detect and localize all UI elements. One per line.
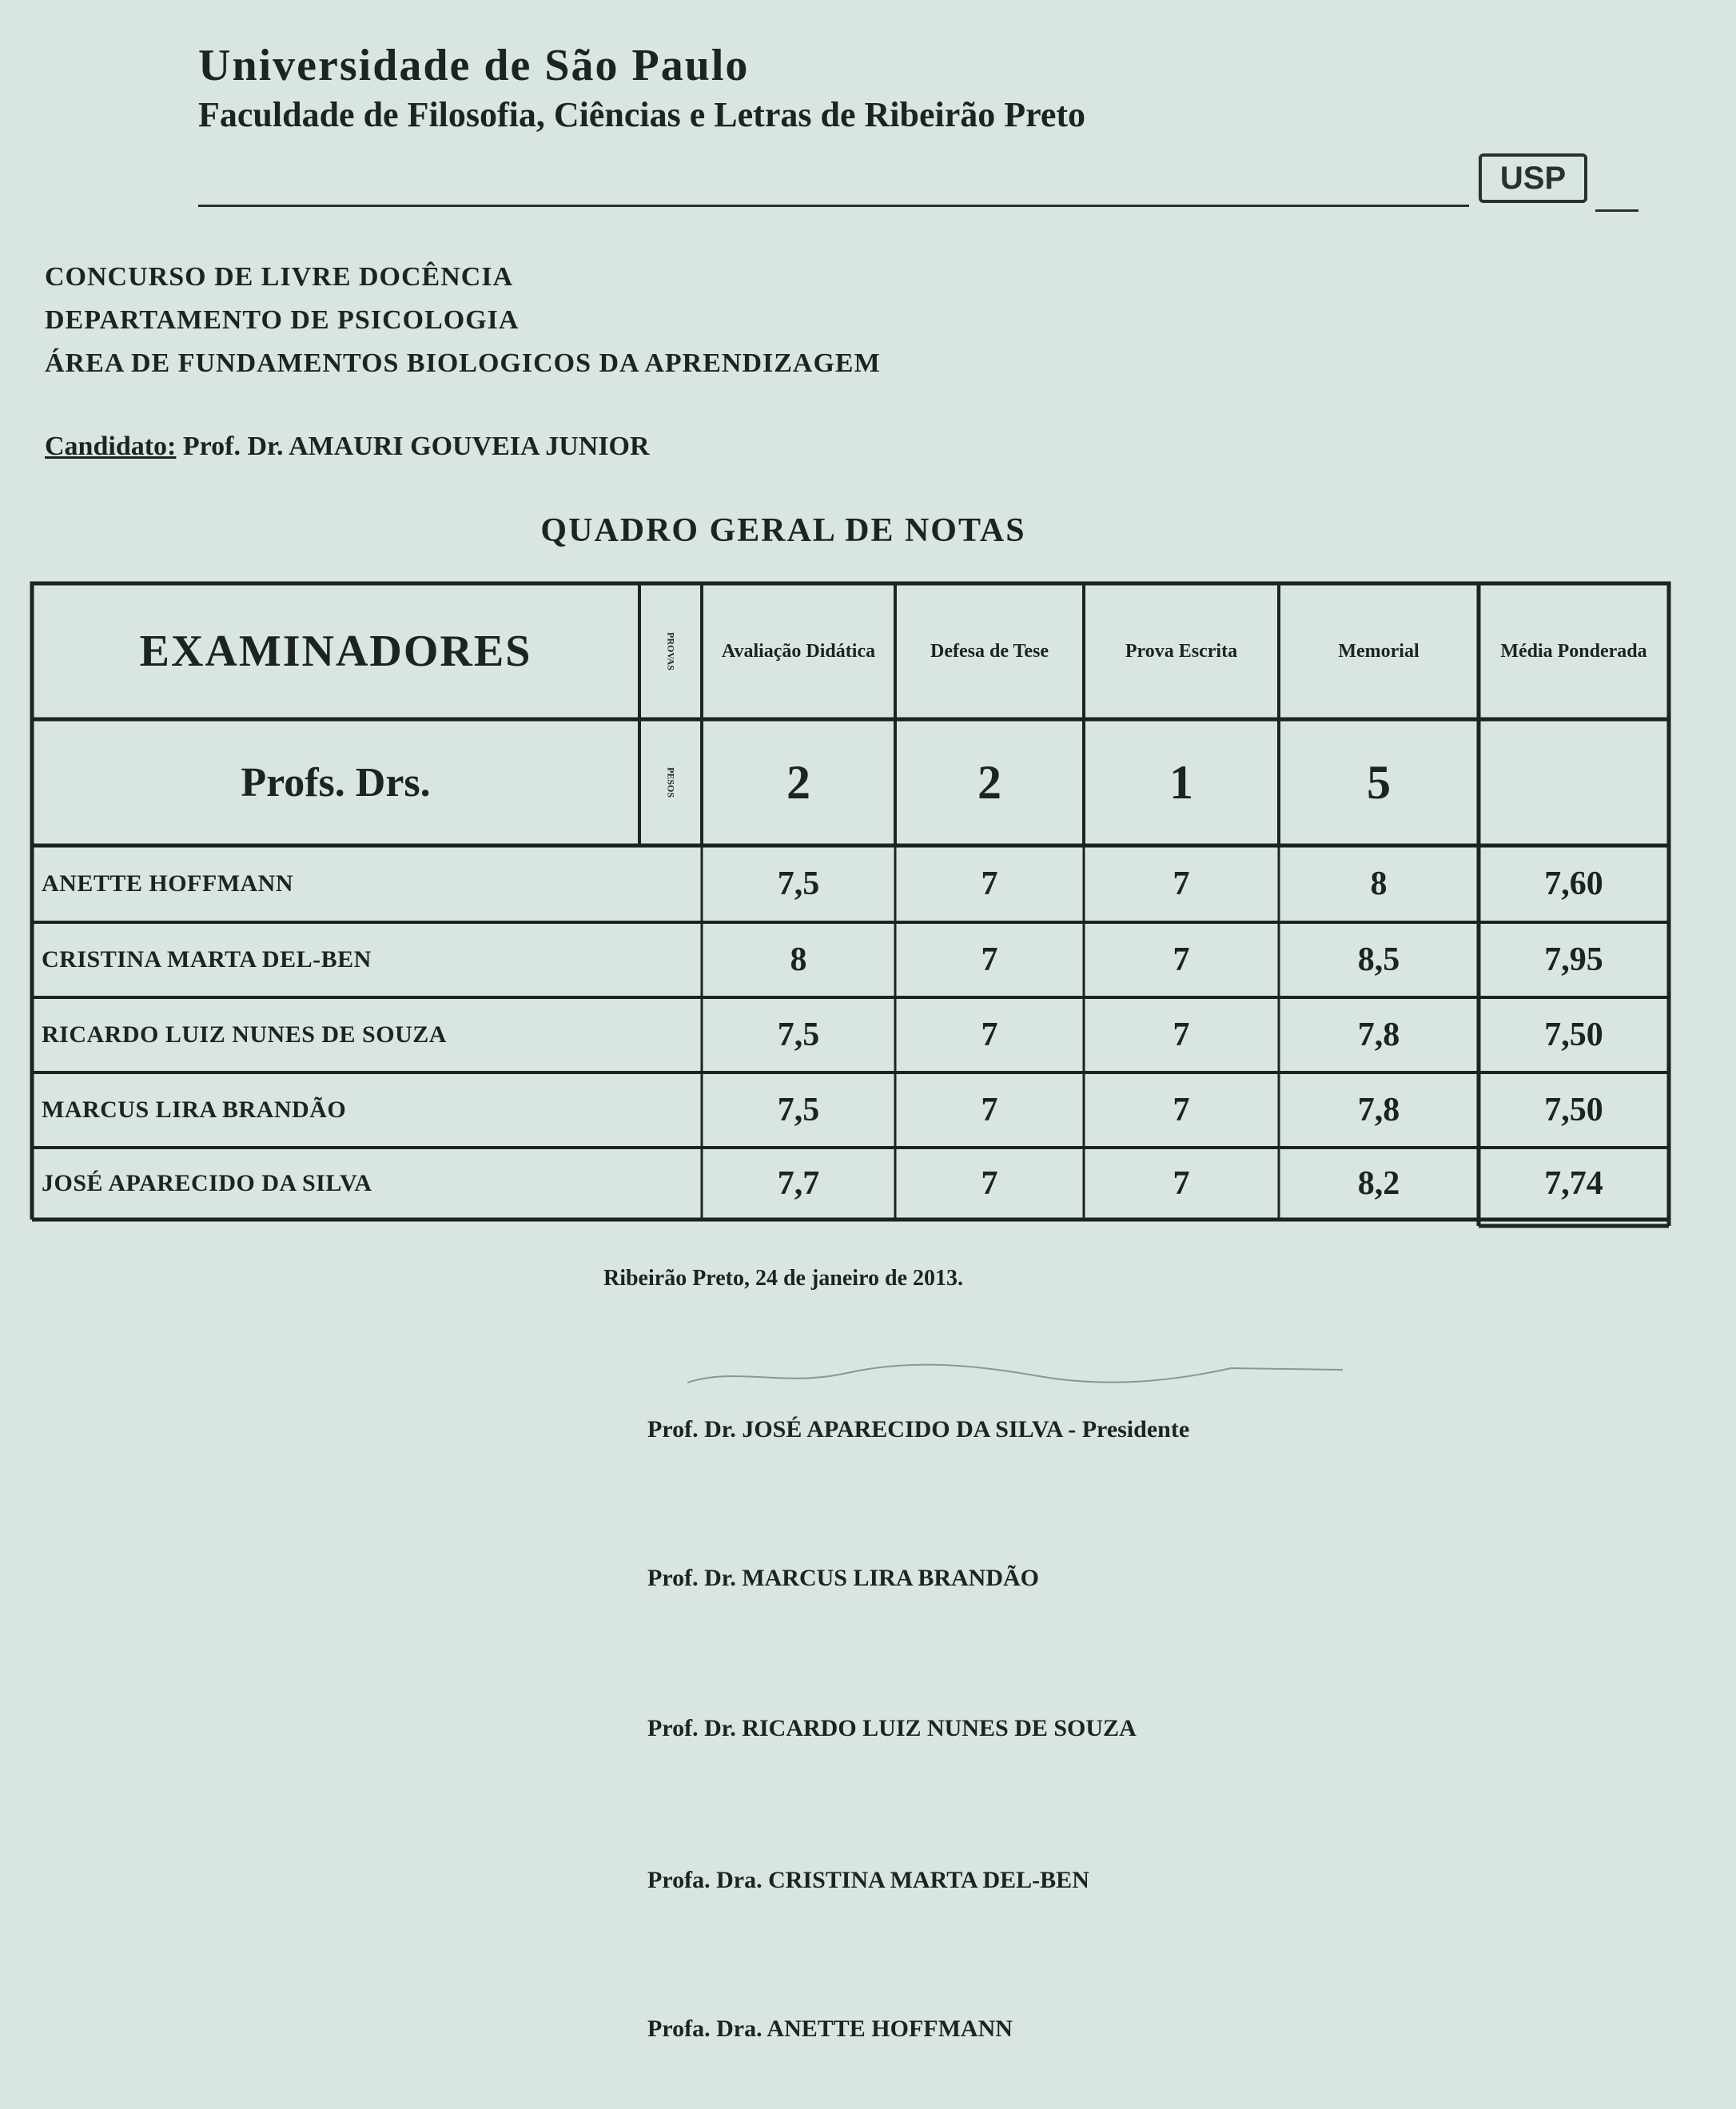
weight-memorial: 5: [1367, 755, 1391, 809]
candidate-name: Prof. Dr. AMAURI GOUVEIA JUNIOR: [182, 432, 650, 461]
faculty-name: Faculdade de Filosofia, Ciências e Letras de Ribeirão Preto: [198, 95, 1086, 134]
table-cell-score: 7: [1173, 1017, 1190, 1053]
table-cell-score: 7,8: [1357, 1017, 1400, 1053]
table-cell-score: 8: [790, 941, 807, 978]
table-cell-score: 8: [1370, 865, 1388, 902]
column-header-avaliacao-didatica: Avaliação Didática: [721, 641, 876, 662]
column-header-media-ponderada: Média Ponderada: [1500, 641, 1647, 662]
table-cell-score: 7,7: [777, 1165, 820, 1202]
signature-line: Profa. Dra. ANETTE HOFFMANN: [647, 2015, 1013, 2042]
table-cell-score: 7: [981, 1092, 998, 1128]
table-cell-score: 7,5: [777, 1092, 820, 1128]
department-line: DEPARTAMENTO DE PSICOLOGIA: [45, 305, 520, 335]
table-cell-score: 7: [1173, 865, 1190, 902]
table-row-examiner-name: ANETTE HOFFMANN: [42, 870, 293, 897]
table-row-examiner-name: MARCUS LIRA BRANDÃO: [42, 1096, 347, 1123]
signature-scribble: [687, 1359, 1343, 1391]
signature-line: Profa. Dra. CRISTINA MARTA DEL-BEN: [647, 1867, 1089, 1893]
university-name: Universidade de São Paulo: [198, 41, 750, 90]
date-line: Ribeirão Preto, 24 de janeiro de 2013.: [603, 1266, 963, 1291]
profs-label: Profs. Drs.: [241, 759, 431, 806]
table-cell-score: 7: [1173, 941, 1190, 978]
table-cell-score: 8,2: [1357, 1165, 1400, 1202]
table-cell-score: 7,5: [777, 1017, 820, 1053]
table-cell-score: 7: [981, 865, 998, 902]
column-header-prova-escrita: Prova Escrita: [1125, 641, 1238, 662]
area-line: ÁREA DE FUNDAMENTOS BIOLOGICOS DA APRENDIZAGEM: [45, 348, 881, 378]
usp-logo: USP: [1479, 153, 1587, 203]
column-header-memorial: Memorial: [1338, 641, 1419, 662]
table-row-examiner-name: RICARDO LUIZ NUNES DE SOUZA: [42, 1021, 447, 1048]
table-cell-weighted-average: 7,50: [1544, 1092, 1603, 1128]
table-cell-score: 8,5: [1357, 941, 1400, 978]
column-header-defesa-de-tese: Defesa de Tese: [930, 641, 1049, 662]
exam-title: CONCURSO DE LIVRE DOCÊNCIA: [45, 262, 514, 292]
table-cell-score: 7: [981, 1017, 998, 1053]
candidate-label: Candidato:: [45, 432, 177, 461]
pesos-label: PESOS: [665, 766, 677, 798]
table-cell-weighted-average: 7,95: [1544, 941, 1603, 978]
weight-media-ponderada: [1479, 719, 1669, 846]
signature-line: Prof. Dr. MARCUS LIRA BRANDÃO: [647, 1565, 1040, 1591]
table-cell-weighted-average: 7,74: [1544, 1165, 1603, 1202]
table-cell-weighted-average: 7,60: [1544, 865, 1603, 902]
table-cell-score: 7,8: [1357, 1092, 1400, 1128]
weight-prova-escrita: 1: [1169, 755, 1193, 809]
table-cell-score: 7,5: [777, 865, 820, 902]
table-cell-score: 7: [1173, 1092, 1190, 1128]
table-title: QUADRO GERAL DE NOTAS: [540, 512, 1026, 549]
weight-avaliacao-didatica: 2: [786, 755, 810, 809]
table-row-examiner-name: JOSÉ APARECIDO DA SILVA: [42, 1170, 372, 1196]
signature-line-president: Prof. Dr. JOSÉ APARECIDO DA SILVA - Presidente: [647, 1416, 1190, 1442]
table-cell-score: 7: [981, 941, 998, 978]
table-cell-score: 7: [981, 1165, 998, 1202]
examiners-header: EXAMINADORES: [139, 627, 532, 676]
provas-label: PROVAS: [665, 632, 677, 671]
table-cell-weighted-average: 7,50: [1544, 1017, 1603, 1053]
table-cell-score: 7: [1173, 1165, 1190, 1202]
table-row-examiner-name: CRISTINA MARTA DEL-BEN: [42, 946, 372, 973]
signature-line: Prof. Dr. RICARDO LUIZ NUNES DE SOUZA: [647, 1715, 1137, 1741]
weight-defesa-de-tese: 2: [977, 755, 1001, 809]
